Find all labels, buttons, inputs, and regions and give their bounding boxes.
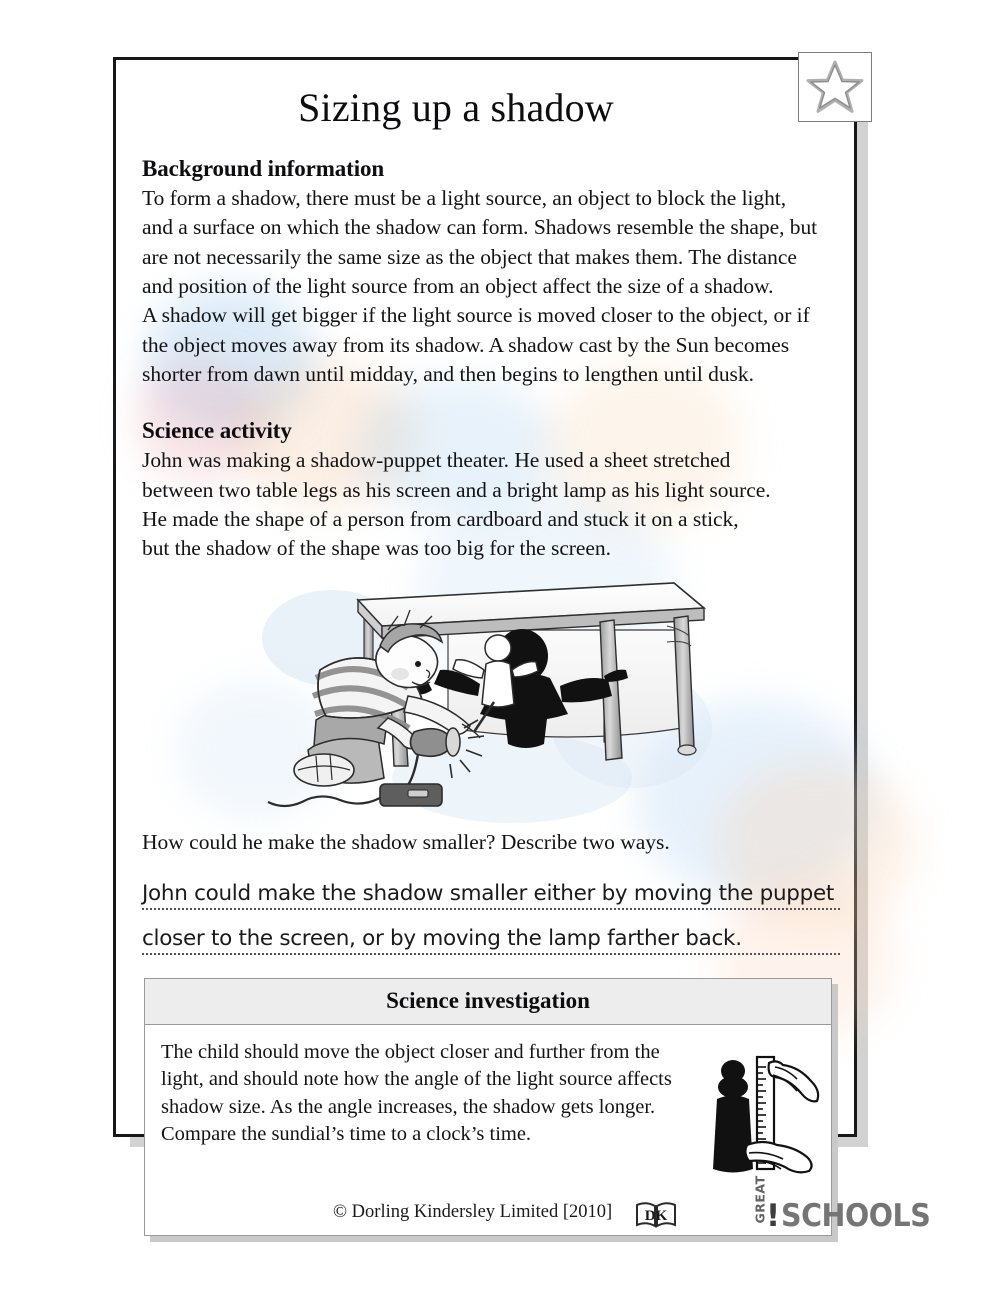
shadow-puppet-illustration [116,578,854,830]
background-line: A shadow will get bigger if the light source is moved closer to the object, or if [142,303,810,328]
background-line: shorter from dawn until midday, and then begins to lengthen until dusk. [142,362,754,387]
investigation-line: Compare the sundial’s time to a clock’s time. [161,1123,532,1146]
investigation-paragraph [161,1039,721,1149]
background-heading: Background information [142,156,385,181]
investigation-line: shadow size. As the angle increases, the shadow gets longer. [161,1095,656,1118]
answer-area[interactable] [116,868,854,958]
answer-rule [142,908,840,910]
background-line: and position of the light source from an object affect the size of a shadow. [142,274,774,299]
activity-heading: Science activity [142,418,292,444]
background-line: are not necessarily the same size as the object that makes them. The distance [142,244,797,269]
activity-line: between two table legs as his screen and a bright lamp as his light source. [142,477,771,502]
dk-logo-icon [634,1199,678,1236]
page-footer [0,1174,1000,1260]
answer-line-2[interactable] [142,913,840,958]
greatschools-great-text: GREAT [752,1174,768,1223]
greatschools-exclamation: ! [766,1197,781,1234]
answer-line-1[interactable] [142,868,840,913]
greatschools-schools-text: SCHOOLS [781,1197,931,1234]
background-line: To form a shadow, there must be a light source, an object to block the light, [142,186,787,210]
page-title: Sizing up a shadow [298,85,614,130]
activity-line: He made the shape of a person from cardboard and stuck it on a stick, [142,507,739,532]
investigation-line: The child should move the object closer and further from the [161,1040,660,1063]
activity-line: but the shadow of the shape was too big for the screen. [142,536,611,561]
background-line: the object moves away from its shadow. A shadow cast by the Sun becomes [142,332,790,357]
question-text: How could he make the shadow smaller? Describe two ways. [142,829,670,854]
background-line: and a surface on which the shadow can form. Shadows resemble the shape, but [142,215,818,240]
svg-text:DK: DK [644,1208,668,1224]
background-paragraph [116,184,854,389]
copyright-text: © Dorling Kindersley Limited [2010] [333,1202,613,1222]
answer-text-2: closer to the screen, or by moving the lamp farther back. [142,925,742,951]
worksheet-page [113,57,857,1146]
investigation-heading: Science investigation [145,979,831,1025]
answer-rule [142,953,840,955]
star-icon [798,52,872,122]
investigation-line: light, and should note how the angle of the light source affects [161,1068,672,1091]
ruler-measuring-icon [703,1049,819,1177]
activity-paragraph [116,446,854,563]
answer-text-1: John could make the shadow smaller either by moving the puppet [142,880,835,906]
greatschools-logo [752,1174,943,1236]
activity-line: John was making a shadow-puppet theater. He used a sheet stretched [142,448,731,473]
worksheet-content [116,60,854,1236]
page-inner [116,60,854,1146]
